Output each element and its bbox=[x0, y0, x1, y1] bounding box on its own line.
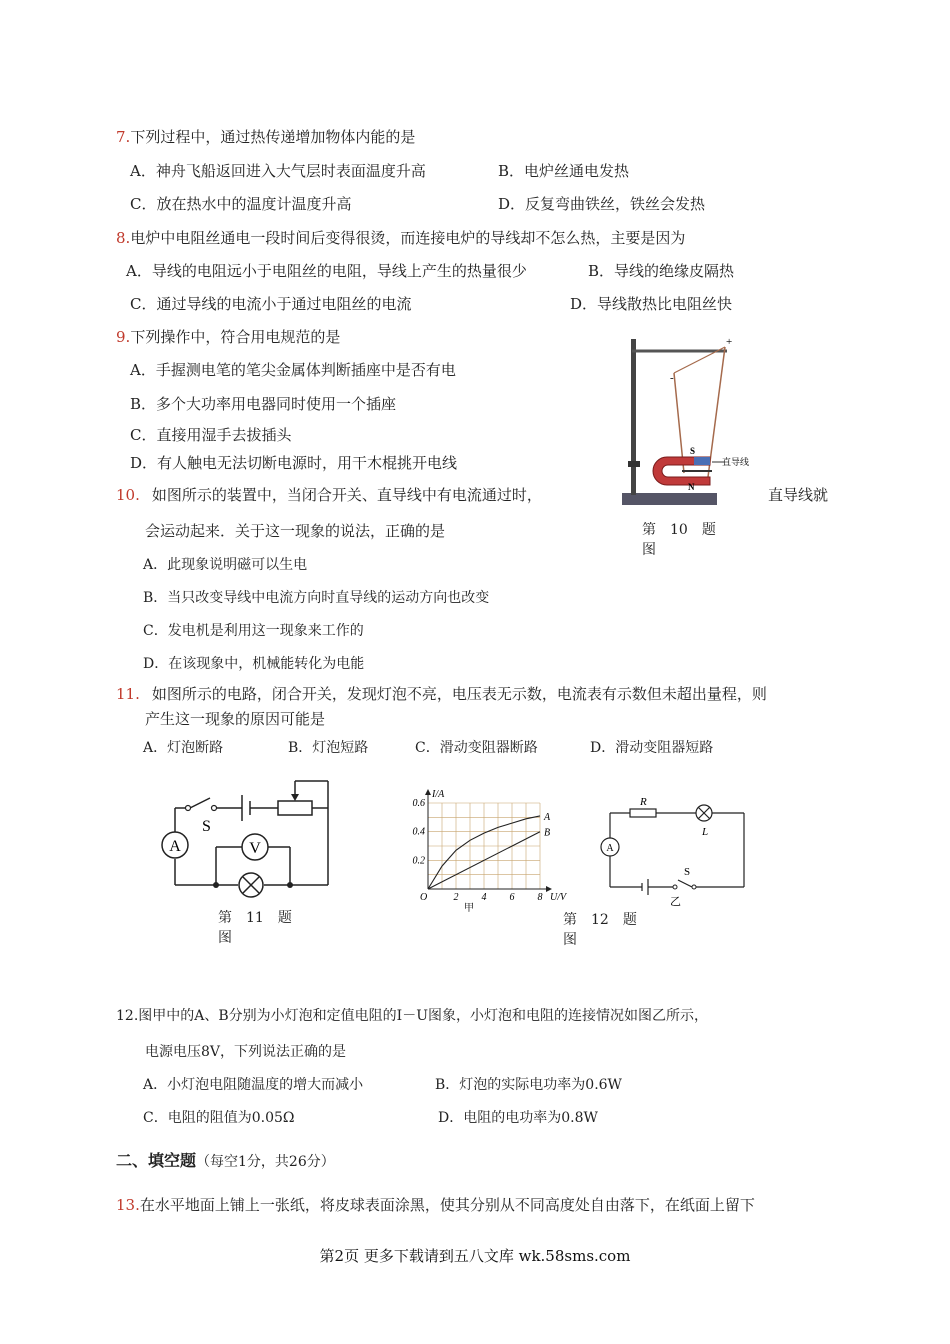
fig10-caption: 第 10 题 bbox=[642, 522, 716, 538]
straight-wire-label: 直导线 bbox=[722, 457, 750, 467]
q12-circuit-figure bbox=[598, 795, 758, 908]
q10-apparatus-figure bbox=[612, 335, 772, 520]
minus-label: - bbox=[670, 372, 674, 384]
q9-stem bbox=[116, 327, 340, 347]
y-axis-label: I/A bbox=[432, 789, 445, 800]
section2-heading bbox=[116, 1151, 335, 1172]
y-tick-label: 0.2 bbox=[412, 855, 425, 867]
q9-option-b[interactable]: B．多个大功率用电器同时使用一个插座 bbox=[130, 395, 397, 413]
q8-option-d[interactable]: D．导线散热比电阻丝快 bbox=[570, 295, 733, 313]
q8-option-b[interactable]: B．导线的绝缘皮隔热 bbox=[588, 262, 735, 280]
q10-option-b[interactable]: B．当只改变导线中电流方向时直导线的运动方向也改变 bbox=[143, 590, 490, 606]
q9-option-d[interactable]: D．有人触电无法切断电源时，用干木棍挑开电线 bbox=[130, 454, 458, 472]
q8-text: 电炉中电阻丝通电一段时间后变得很烫，而连接电炉的导线却不怎么热，主要是因为 bbox=[130, 229, 686, 247]
switch-label: S bbox=[684, 866, 691, 878]
page-footer: 第2页 更多下载请到五八文库 wk.58sms.com bbox=[319, 1247, 631, 1265]
q8-number: 8. bbox=[116, 229, 131, 247]
q9-text: 下列操作中，符合用电规范的是 bbox=[130, 328, 341, 346]
q11-option-d[interactable]: D．滑动变阻器短路 bbox=[590, 740, 714, 756]
q10-option-d[interactable]: D．在该现象中，机械能转化为电能 bbox=[143, 656, 365, 672]
q8-option-c[interactable]: C．通过导线的电流小于通过电阻丝的电流 bbox=[130, 295, 412, 313]
lamp-label: L bbox=[702, 826, 709, 838]
q13-stem bbox=[116, 1195, 755, 1215]
stand-pole bbox=[631, 339, 636, 495]
q11-option-c[interactable]: C．滑动变阻器断路 bbox=[415, 740, 538, 756]
circuit-name-label: 乙 bbox=[670, 896, 681, 908]
voltmeter-label: V bbox=[249, 840, 261, 857]
q8-option-a[interactable]: A．导线的电阻远小于电阻丝的电阻，导线上产生的热量很少 bbox=[126, 262, 527, 280]
series-label-B: B bbox=[544, 827, 551, 839]
switch-blade bbox=[678, 880, 692, 887]
fig10-caption-2: 图 bbox=[642, 542, 656, 558]
q11-stem bbox=[116, 684, 767, 704]
fig12-caption-2: 图 bbox=[563, 932, 577, 948]
switch-contact-left bbox=[186, 806, 191, 811]
q12-option-c[interactable]: C．电阻的阻值为0.05Ω bbox=[143, 1110, 295, 1126]
q9-number: 9. bbox=[116, 328, 131, 346]
q10-text: 如图所示的装置中，当闭合开关、直导线中有电流通过时， bbox=[151, 486, 542, 504]
chart-grid bbox=[428, 803, 540, 889]
section2-title: 二、填空题 bbox=[116, 1151, 197, 1170]
ammeter-label: A bbox=[169, 838, 181, 855]
origin-label: O bbox=[420, 892, 428, 903]
resistor-label: R bbox=[640, 796, 647, 808]
switch-contact-right bbox=[692, 885, 696, 889]
x-tick-label: 6 bbox=[509, 892, 515, 903]
switch-label: S bbox=[202, 818, 211, 835]
q11-text: 如图所示的电路，闭合开关，发现灯泡不亮，电压表无示数，电流表有示数但未超出量程，则 bbox=[151, 685, 767, 703]
clamp bbox=[628, 461, 640, 467]
x-tick-label: 4 bbox=[481, 892, 487, 903]
junction-left bbox=[213, 882, 219, 888]
q9-option-a[interactable]: A．手握测电笔的笔尖金属体判断插座中是否有电 bbox=[130, 361, 456, 379]
fig12-caption: 第 12 题 bbox=[563, 912, 637, 928]
plus-label: + bbox=[726, 336, 733, 348]
q13-number: 13. bbox=[116, 1196, 140, 1214]
q10-number: 10. bbox=[116, 486, 140, 504]
chart-labels bbox=[413, 789, 569, 914]
chart-title: 甲 bbox=[464, 903, 474, 914]
resistor-r bbox=[630, 809, 656, 817]
q10-option-c[interactable]: C．发电机是利用这一现象来工作的 bbox=[143, 623, 364, 639]
q11-stem-line2: 产生这一现象的原因可能是 bbox=[145, 710, 326, 728]
stand-base bbox=[622, 493, 717, 505]
q12-iu-chart bbox=[400, 785, 580, 915]
q12-option-a[interactable]: A．小灯泡电阻随温度的增大而减小 bbox=[143, 1077, 364, 1093]
y-axis-arrow bbox=[425, 789, 431, 795]
q12-stem-line2: 电源电压8V，下列说法正确的是 bbox=[145, 1044, 347, 1060]
q13-text: 在水平地面上铺上一张纸，将皮球表面涂黑，使其分别从不同高度处自由落下，在纸面上留下 bbox=[139, 1196, 755, 1214]
rheostat-body bbox=[278, 801, 312, 815]
switch-contact-right bbox=[212, 806, 217, 811]
fig11-caption: 第 11 题 bbox=[218, 910, 292, 926]
q7-option-d[interactable]: D．反复弯曲铁丝，铁丝会发热 bbox=[498, 195, 706, 213]
q11-number: 11. bbox=[116, 685, 140, 703]
rheostat-arrow bbox=[291, 794, 299, 801]
chart-axes bbox=[425, 789, 552, 892]
x-axis-label: U/V bbox=[550, 892, 567, 903]
switch-blade bbox=[190, 798, 210, 808]
q7-text: 下列过程中，通过热传递增加物体内能的是 bbox=[130, 128, 416, 146]
ammeter-label: A bbox=[606, 843, 614, 854]
q7-stem bbox=[116, 127, 415, 147]
q11-option-b[interactable]: B．灯泡短路 bbox=[288, 740, 369, 756]
fig11-caption-2: 图 bbox=[218, 930, 232, 946]
q9-option-c[interactable]: C．直接用湿手去拔插头 bbox=[130, 426, 292, 444]
q12-stem: 12.图甲中的A、B分别为小灯泡和定值电阻的I－U图象，小灯泡和电阻的连接情况如图乙所示， bbox=[116, 1008, 708, 1024]
q12-option-d[interactable]: D．电阻的电功率为0.8W bbox=[438, 1110, 598, 1126]
x-tick-label: 8 bbox=[537, 892, 543, 903]
q11-option-a[interactable]: A．灯泡断路 bbox=[143, 740, 224, 756]
x-tick-label: 2 bbox=[453, 892, 459, 903]
section2-note: （每空1分，共26分） bbox=[196, 1154, 335, 1170]
magnet-south-pole bbox=[694, 457, 710, 465]
q7-number: 7. bbox=[116, 128, 131, 146]
y-tick-label: 0.4 bbox=[412, 826, 425, 838]
q7-option-b[interactable]: B．电炉丝通电发热 bbox=[498, 162, 630, 180]
q8-stem bbox=[116, 228, 685, 248]
q10-option-a[interactable]: A．此现象说明磁可以生电 bbox=[143, 557, 308, 573]
q10-stem-tail: 直导线就 bbox=[768, 486, 829, 504]
q7-option-a[interactable]: A．神舟飞船返回进入大气层时表面温度升高 bbox=[130, 162, 426, 180]
s-pole-label: S bbox=[690, 446, 696, 456]
switch-contact-left bbox=[673, 885, 677, 889]
q10-stem bbox=[116, 485, 542, 505]
q7-option-c[interactable]: C．放在热水中的温度计温度升高 bbox=[130, 195, 352, 213]
series-label-A: A bbox=[544, 811, 551, 823]
q11-circuit-figure bbox=[150, 775, 340, 895]
y-tick-label: 0.6 bbox=[412, 798, 425, 809]
n-pole-label: N bbox=[688, 482, 695, 492]
q12-option-b[interactable]: B．灯泡的实际电功率为0.6W bbox=[435, 1077, 622, 1093]
q10-stem-line2: 会运动起来．关于这一现象的说法，正确的是 bbox=[145, 522, 446, 540]
junction-right bbox=[287, 882, 293, 888]
